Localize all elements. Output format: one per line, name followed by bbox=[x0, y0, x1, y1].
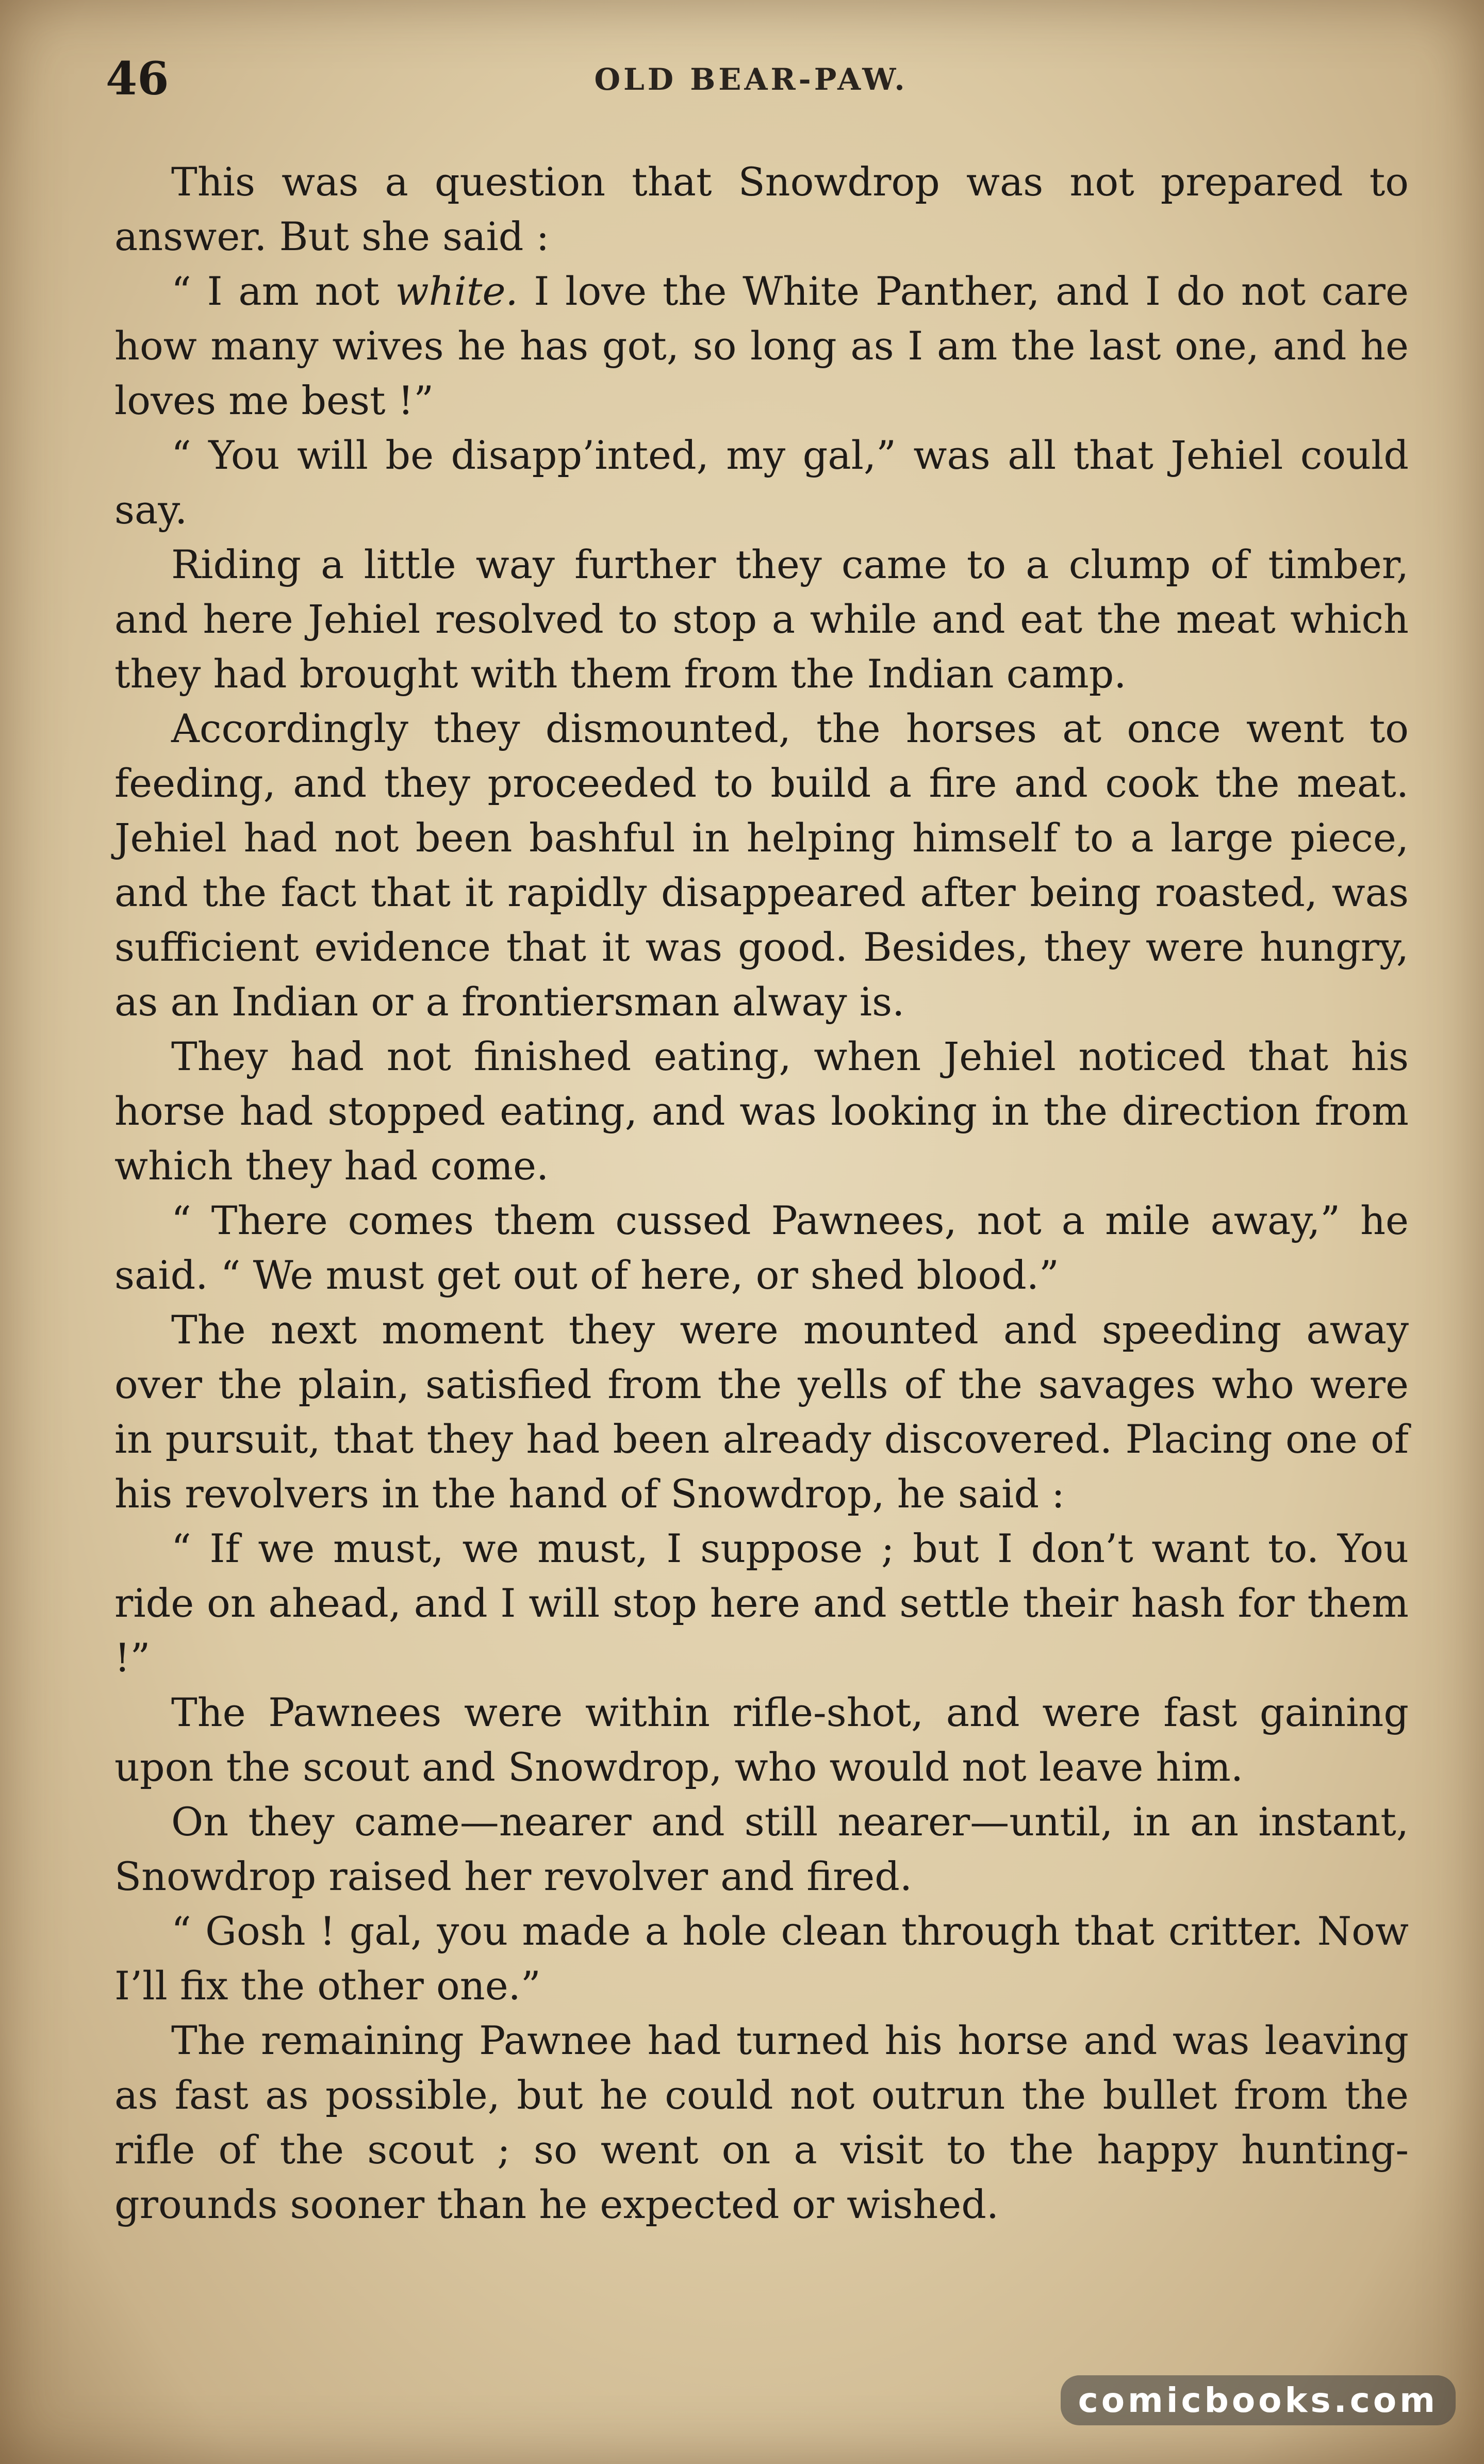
paragraph-13: The remaining Pawnee had turned his horse and was leaving as fast as possible, but he could not outrun the bullet from the rifle of the scout ; so went on a visit to the happy hunting-grounds sooner than he expected or wished. bbox=[114, 2017, 1409, 2227]
paragraph-8: The next moment they were mounted and speeding away over the plain, satisfied from the yells of the savages who were in pursuit, that they had been already discovered. Placing one of his revolvers in the hand of Snowdrop, he said : bbox=[114, 1307, 1409, 1517]
emphasized-word: white. bbox=[395, 268, 518, 314]
site-watermark: comicbooks.com bbox=[1061, 2375, 1456, 2425]
paragraph-5: Accordingly they dismounted, the horses at once went to feeding, and they proceeded to build a fire and cook the meat. Jehiel had not been bashful in helping himself to a large piece, and the fact that it rapidly disappeared after being roasted, was sufficient evidence that it was good. Besides, they were hungry, as an Indian or a frontiersman alway is. bbox=[114, 705, 1409, 1025]
page-header bbox=[106, 52, 1396, 108]
paragraph-6: They had not finished eating, when Jehiel noticed that his horse had stopped eating, and was looking in the direction from which they had come. bbox=[114, 1033, 1409, 1189]
paragraph-7: “ There comes them cussed Pawnees, not a mile away,” he said. “ We must get out of here, or shed blood.” bbox=[114, 1197, 1409, 1298]
page-number: 46 bbox=[106, 52, 169, 105]
paragraph-10: The Pawnees were within rifle-shot, and were fast gaining upon the scout and Snowdrop, who would not leave him. bbox=[114, 1689, 1409, 1790]
paragraph-1: This was a question that Snowdrop was not prepared to answer. But she said : bbox=[114, 159, 1409, 259]
running-title: OLD BEAR-PAW. bbox=[594, 62, 908, 97]
paragraph-2-lead: “ I am not bbox=[171, 268, 395, 314]
paragraph-4: Riding a little way further they came to a clump of timber, and here Jehiel resolved to stop a while and eat the meat which they had brought with them from the Indian camp. bbox=[114, 541, 1409, 697]
paragraph-3: “ You will be disapp’inted, my gal,” was all that Jehiel could say. bbox=[114, 432, 1409, 533]
paragraph-9: “ If we must, we must, I suppose ; but I don’t want to. You ride on ahead, and I will stop here and settle their hash for them !” bbox=[114, 1525, 1409, 1681]
body-text bbox=[114, 155, 1409, 2232]
paragraph-2 bbox=[114, 264, 1409, 428]
paragraph-2-rest: I love the White Panther, and I do not care how many wives he has got, so long as I am the last one, and he loves me best !” bbox=[114, 268, 1409, 423]
paragraph-11: On they came—nearer and still nearer—until, in an instant, Snowdrop raised her revolver and fired. bbox=[114, 1799, 1409, 1899]
paragraph-12: “ Gosh ! gal, you made a hole clean through that critter. Now I’ll fix the other one.” bbox=[114, 1908, 1409, 2009]
